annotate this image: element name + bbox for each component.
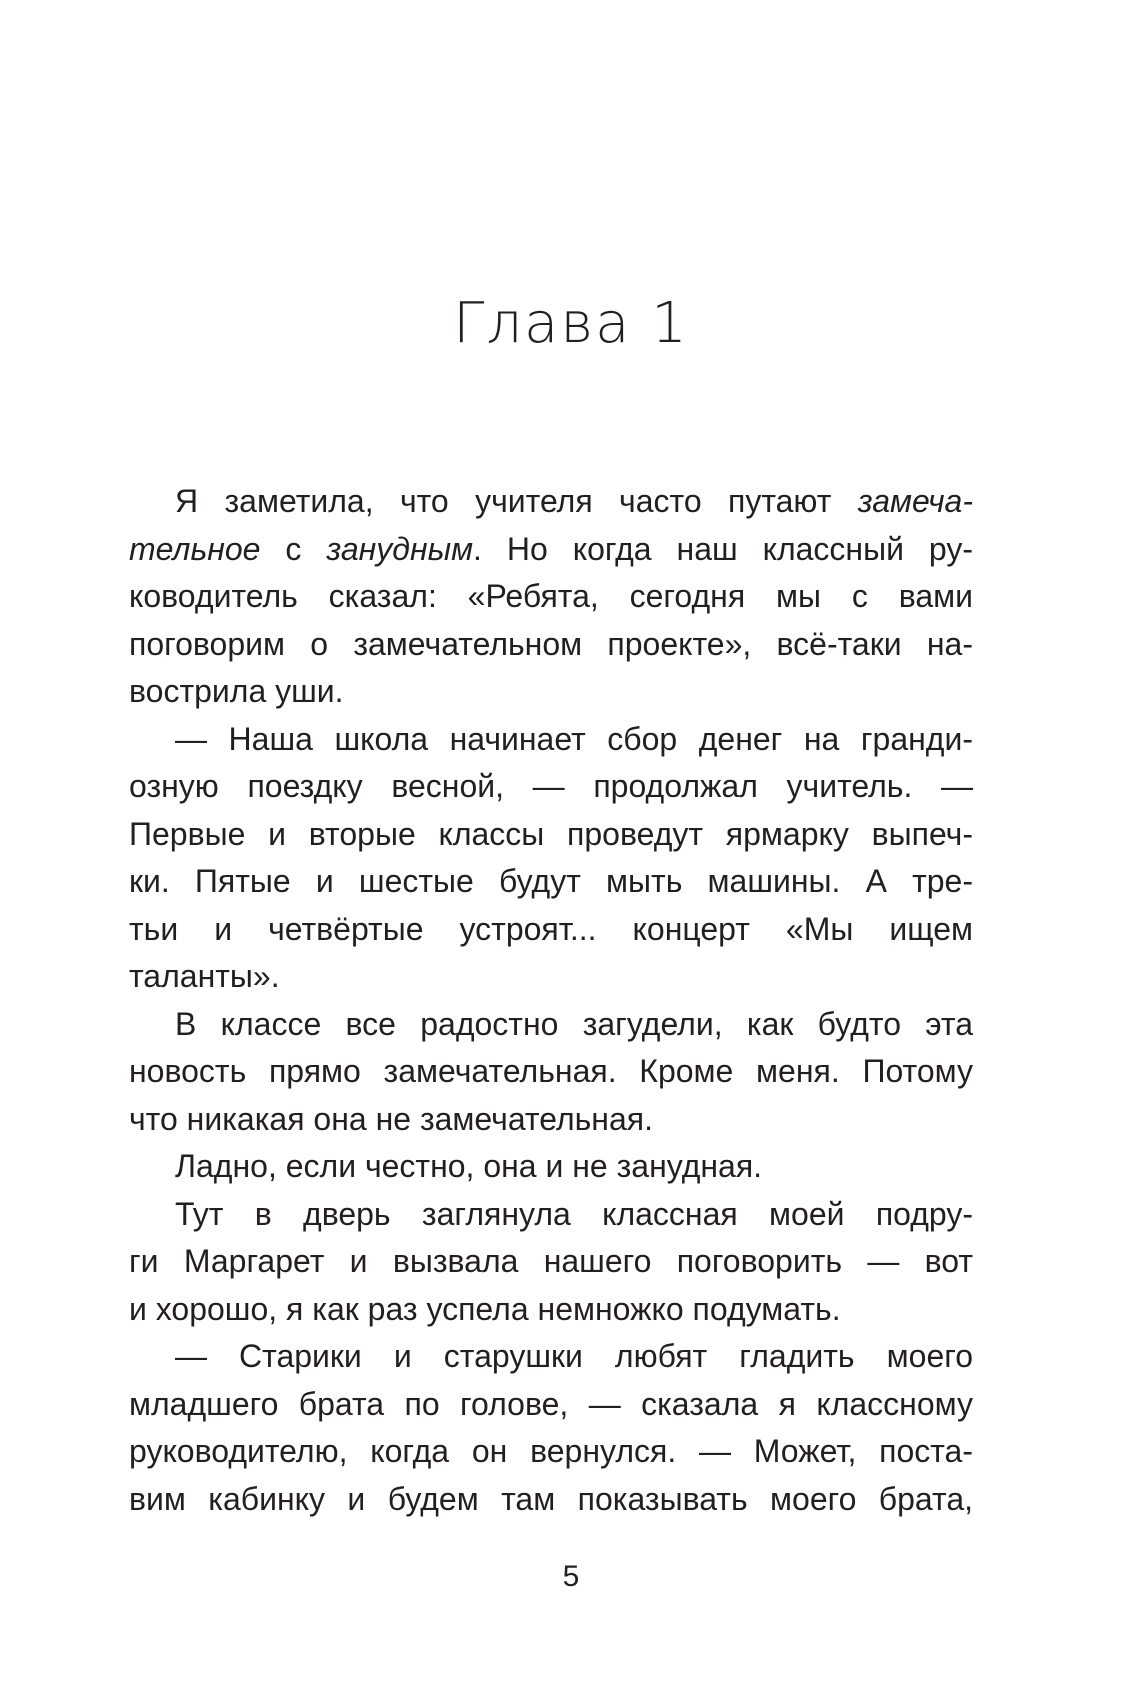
chapter-title: Глава 1 (453, 291, 689, 356)
chapter-body-text (129, 478, 973, 1523)
text-line: ководитель сказал: «Ребята, сегодня мы с вами (129, 578, 973, 614)
page-number: 5 (562, 1560, 580, 1593)
italic-segment: замеча- (857, 483, 973, 519)
text-line: вим кабинку и будем там показывать моего брата, (129, 1480, 973, 1517)
text-line: новость прямо замечательная. Кроме меня. Потому (129, 1053, 973, 1089)
text-segment: с (260, 530, 327, 567)
text-line: Ладно, если честно, она и не занудная. (175, 1148, 763, 1184)
text-line: озную поездку весной, — продолжал учитель. — (129, 768, 973, 804)
text-line: тьи и четвёртые устроят... концерт «Мы ищем (129, 910, 973, 947)
text-line (129, 478, 973, 526)
text-line: ки. Пятые и шестые будут мыть машины. А тре- (129, 863, 973, 899)
text-line: что никакая она не замечательная. (129, 1100, 653, 1137)
text-line: и хорошо, я как раз успела немножко подумать. (129, 1290, 841, 1327)
text-line: Первые и вторые классы проведут ярмарку выпеч- (129, 815, 973, 852)
text-line: Тут в дверь заглянула классная моей подру- (175, 1195, 973, 1232)
text-line: поговорим о замечательном проекте», всё-таки на- (129, 625, 973, 662)
text-line: руководителю, когда он вернулся. — Может, поста- (129, 1433, 973, 1469)
text-segment: . Но когда наш классный ру- (473, 530, 973, 567)
text-line: вострила уши. (129, 673, 344, 709)
italic-segment: занудным (326, 530, 474, 567)
text-line: В классе все радостно загудели, как будто эта (175, 1005, 973, 1042)
text-line: — Наша школа начинает сбор денег на гранди- (175, 720, 973, 757)
text-line: таланты». (129, 958, 280, 994)
italic-segment: тельное (129, 530, 261, 567)
text-line: — Старики и старушки любят гладить моего (175, 1338, 973, 1374)
text-line: младшего брата по голове, — сказала я классному (129, 1385, 973, 1422)
text-segment: Я заметила, что учителя часто путают (175, 483, 858, 519)
text-line: ги Маргарет и вызвала нашего поговорить — вот (129, 1243, 973, 1279)
text-line (129, 526, 973, 574)
